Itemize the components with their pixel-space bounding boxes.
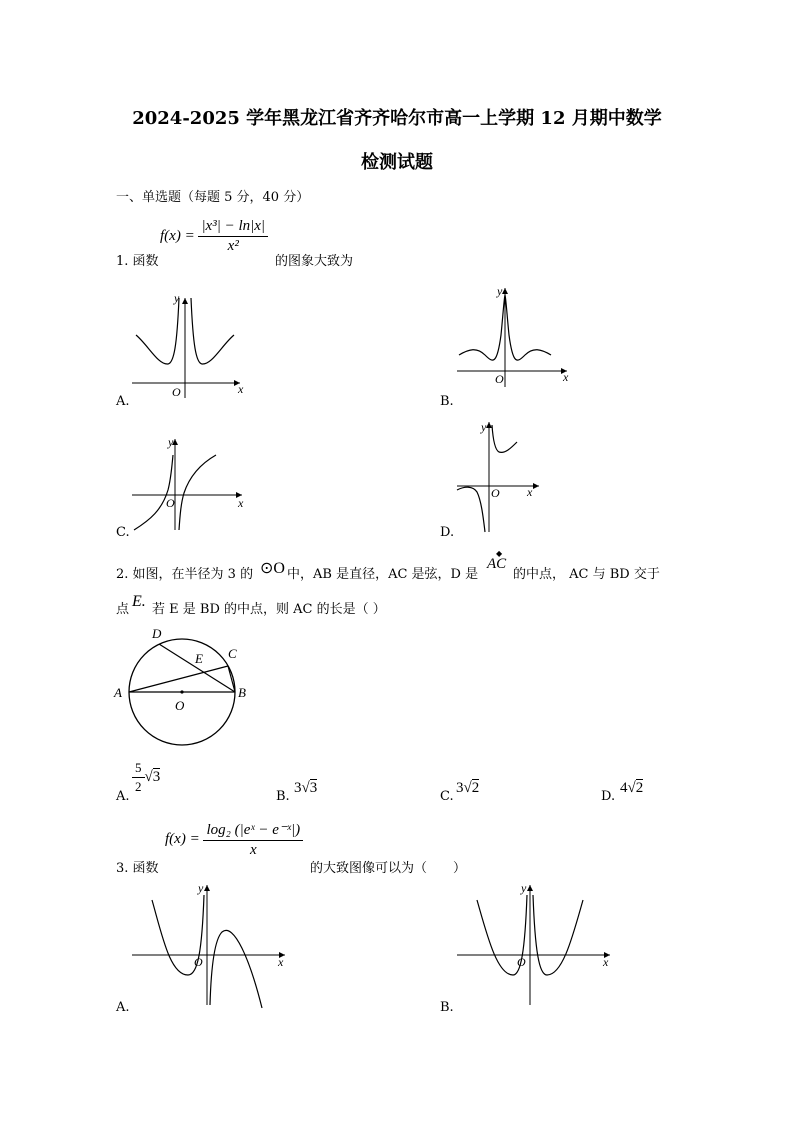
q3-suffix: 的大致图像可以为（ ） bbox=[310, 861, 467, 876]
q2-label-e: E bbox=[195, 651, 203, 666]
q2-point-e: E. bbox=[132, 593, 146, 610]
q3b-x-label: x bbox=[603, 955, 609, 969]
q2-option-d-label: D. bbox=[601, 789, 616, 804]
q2-text-part1: 2. 如图，在半径为 3 的 bbox=[116, 567, 254, 582]
q3-prefix: 3. 函数 bbox=[116, 861, 159, 876]
section-heading: 一、单选题（每题 5 分，40 分） bbox=[116, 190, 310, 205]
q1-suffix: 的图象大致为 bbox=[275, 254, 354, 269]
q2-text-part2: 中，AB 是直径，AC 是弦，D 是 bbox=[287, 567, 479, 582]
q1b-y-label: y bbox=[497, 284, 503, 298]
q1a-y-label: y bbox=[174, 291, 180, 305]
q1-graph-c bbox=[130, 435, 260, 535]
q3-graph-b bbox=[455, 880, 615, 1010]
q2-circle-o: ⊙O bbox=[260, 560, 285, 577]
q1-option-d: D. bbox=[440, 525, 455, 540]
q3-numerator: log₂ (|eˣ − e⁻ˣ|) bbox=[203, 820, 303, 841]
q2-option-d-value: 4√2 bbox=[620, 780, 644, 796]
doc-title-line2: 检测试题 bbox=[361, 152, 433, 173]
q2-option-a-value: $\frac{5}{2}$ √3 bbox=[132, 760, 160, 795]
q2-option-c-value: 3√2 bbox=[456, 780, 480, 796]
q3b-origin-label: O bbox=[517, 955, 526, 969]
q2a-num: 5 bbox=[132, 760, 145, 778]
q2d-coef: 4 bbox=[620, 780, 628, 796]
q1c-y-label: y bbox=[168, 435, 174, 449]
q2-arc-ac: AC bbox=[487, 556, 507, 572]
q1-graph-a bbox=[130, 290, 260, 400]
q1-fx: f(x) = bbox=[160, 228, 195, 244]
q1-graph-d bbox=[455, 420, 585, 535]
q2-label-d: D bbox=[152, 626, 162, 641]
doc-title-line1: 2024-2025 学年黑龙江省齐齐哈尔市高一上学期 12 月期中数学 bbox=[132, 108, 662, 129]
q2-option-a-label: A. bbox=[116, 789, 130, 804]
q1-option-a: A. bbox=[116, 394, 130, 409]
q2d-rad: 2 bbox=[635, 780, 644, 796]
q1b-origin-label: O bbox=[495, 372, 504, 386]
q3-fraction bbox=[203, 820, 303, 859]
q1b-x-label: x bbox=[563, 370, 569, 384]
q2-circle-figure bbox=[110, 620, 270, 755]
q1-denominator: x² bbox=[227, 238, 239, 254]
q3-denominator: x bbox=[249, 842, 257, 858]
q2a-rad: 3 bbox=[152, 769, 161, 785]
q3a-origin-label: O bbox=[194, 955, 203, 969]
q2-label-c: C bbox=[228, 646, 237, 661]
q3-fx: f(x) = bbox=[165, 831, 200, 847]
q1d-origin-label: O bbox=[491, 486, 500, 500]
q2-option-b-label: B. bbox=[276, 789, 290, 804]
q2b-rad: 3 bbox=[309, 780, 318, 796]
q1d-y-label: y bbox=[481, 420, 487, 434]
q3-graph-a bbox=[130, 880, 290, 1010]
q2-text-part3: 的中点， AC 与 BD 交于 bbox=[513, 567, 660, 582]
q1-graph-b bbox=[455, 285, 585, 395]
q2-text-part4: 点 bbox=[116, 602, 130, 617]
q3-option-b: B. bbox=[440, 1000, 454, 1015]
q2-arc-mark-icon: ◆ bbox=[496, 549, 503, 558]
q1c-origin-label: O bbox=[166, 496, 175, 510]
q3b-y-label: y bbox=[521, 881, 527, 895]
q2-option-b-value: 3√3 bbox=[294, 780, 318, 796]
q2c-rad: 2 bbox=[471, 780, 480, 796]
q1a-x-label: x bbox=[238, 382, 244, 396]
q2-label-o: O bbox=[175, 698, 185, 713]
q1d-x-label: x bbox=[527, 485, 533, 499]
q3-option-a: A. bbox=[116, 1000, 130, 1015]
q1-prefix: 1. 函数 bbox=[116, 254, 159, 269]
q2b-coef: 3 bbox=[294, 780, 302, 796]
q1c-x-label: x bbox=[238, 496, 244, 510]
q2c-coef: 3 bbox=[456, 780, 464, 796]
q3-formula bbox=[165, 820, 303, 859]
q1-numerator: |x³| − ln|x| bbox=[198, 218, 268, 237]
q1-formula bbox=[160, 218, 268, 255]
q2-text-part5: 若 E 是 BD 的中点，则 AC 的长是（ ） bbox=[152, 602, 386, 617]
q2a-den: 2 bbox=[135, 779, 142, 794]
q2-option-c-label: C. bbox=[440, 789, 454, 804]
q3a-x-label: x bbox=[278, 955, 284, 969]
q2-label-a: A bbox=[114, 685, 122, 700]
q3a-y-label: y bbox=[198, 881, 204, 895]
q1a-origin-label: O bbox=[172, 385, 181, 399]
q2-label-b: B bbox=[238, 685, 246, 700]
q1-option-b: B. bbox=[440, 394, 454, 409]
q1-fraction bbox=[198, 218, 268, 255]
q1-option-c: C. bbox=[116, 525, 130, 540]
